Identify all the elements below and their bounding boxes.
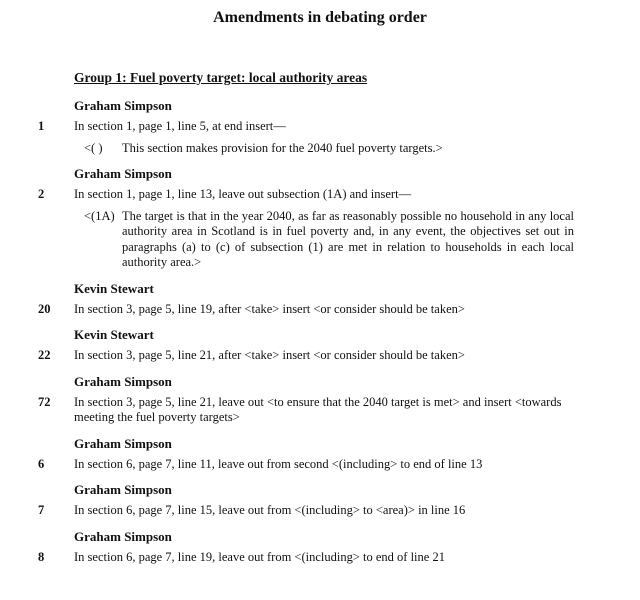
amendment-mover: Graham Simpson bbox=[74, 435, 172, 451]
amendment-item bbox=[0, 436, 640, 473]
amendment-mover: Graham Simpson bbox=[74, 482, 172, 497]
amendment-mover: Graham Simpson bbox=[74, 373, 172, 389]
amendment-instruction: In section 1, page 1, line 13, leave out subsection (1A) and insert— bbox=[74, 187, 412, 201]
quote-lead: <( ) bbox=[84, 140, 103, 155]
amendment-item bbox=[0, 98, 640, 156]
amendment-instruction: In section 1, page 1, line 5, at end insert— bbox=[74, 119, 286, 133]
quote-text: The target is that in the year 2040, as far as reasonably possible no household in any local authority area in Scotland is in fuel poverty and, in any event, the objectives set out in paragraphs (a) to (c) of subsection (1) are met in relation to households in each local authority area.> bbox=[122, 208, 574, 269]
amendment-mover: Graham Simpson bbox=[74, 528, 172, 544]
amendment-mover: Graham Simpson bbox=[74, 166, 172, 181]
amendment-number: 20 bbox=[38, 301, 51, 316]
group-heading: Group 1: Fuel poverty target: local authority areas bbox=[74, 70, 368, 85]
amendment-number: 72 bbox=[38, 394, 51, 409]
quote-text: This section makes provision for the 2040 fuel poverty targets.> bbox=[122, 140, 443, 155]
amendment-mover: Kevin Stewart bbox=[74, 280, 154, 296]
amendment-item bbox=[0, 529, 640, 566]
quote-lead: <(1A) bbox=[84, 208, 115, 223]
amendment-item bbox=[0, 327, 640, 364]
amendment-instruction: In section 6, page 7, line 19, leave out from <(including> to end of line 21 bbox=[74, 549, 445, 564]
amendment-instruction: In section 6, page 7, line 11, leave out from second <(including> to end of line 13 bbox=[74, 456, 483, 471]
amendment-number: 6 bbox=[38, 456, 45, 471]
amendment-item bbox=[0, 482, 640, 519]
amendment-mover: Kevin Stewart bbox=[74, 327, 154, 342]
document-title: Amendments in debating order bbox=[213, 9, 427, 26]
amendment-number: 1 bbox=[38, 119, 45, 133]
amendment-list bbox=[0, 98, 640, 575]
amendment-instruction: In section 3, page 5, line 19, after <take> insert <or consider should be taken> bbox=[74, 301, 465, 316]
amendment-quote bbox=[0, 141, 640, 157]
amendment-mover: Graham Simpson bbox=[74, 98, 172, 113]
amendment-item bbox=[0, 374, 640, 426]
amendment-instruction: In section 3, page 5, line 21, leave out <to ensure that the 2040 target is met> and insert <towards meeting the fuel poverty targets> bbox=[74, 394, 562, 424]
amendment-number: 22 bbox=[38, 348, 51, 362]
amendment-number: 2 bbox=[38, 187, 45, 201]
amendment-instruction: In section 6, page 7, line 15, leave out from <(including> to <area)> in line 16 bbox=[74, 503, 466, 517]
amendment-number: 8 bbox=[38, 549, 45, 564]
amendment-item bbox=[0, 166, 640, 271]
amendment-item bbox=[0, 281, 640, 318]
amendment-quote bbox=[0, 209, 640, 271]
amendment-number: 7 bbox=[38, 503, 45, 517]
amendment-instruction: In section 3, page 5, line 21, after <take> insert <or consider should be taken> bbox=[74, 348, 465, 362]
